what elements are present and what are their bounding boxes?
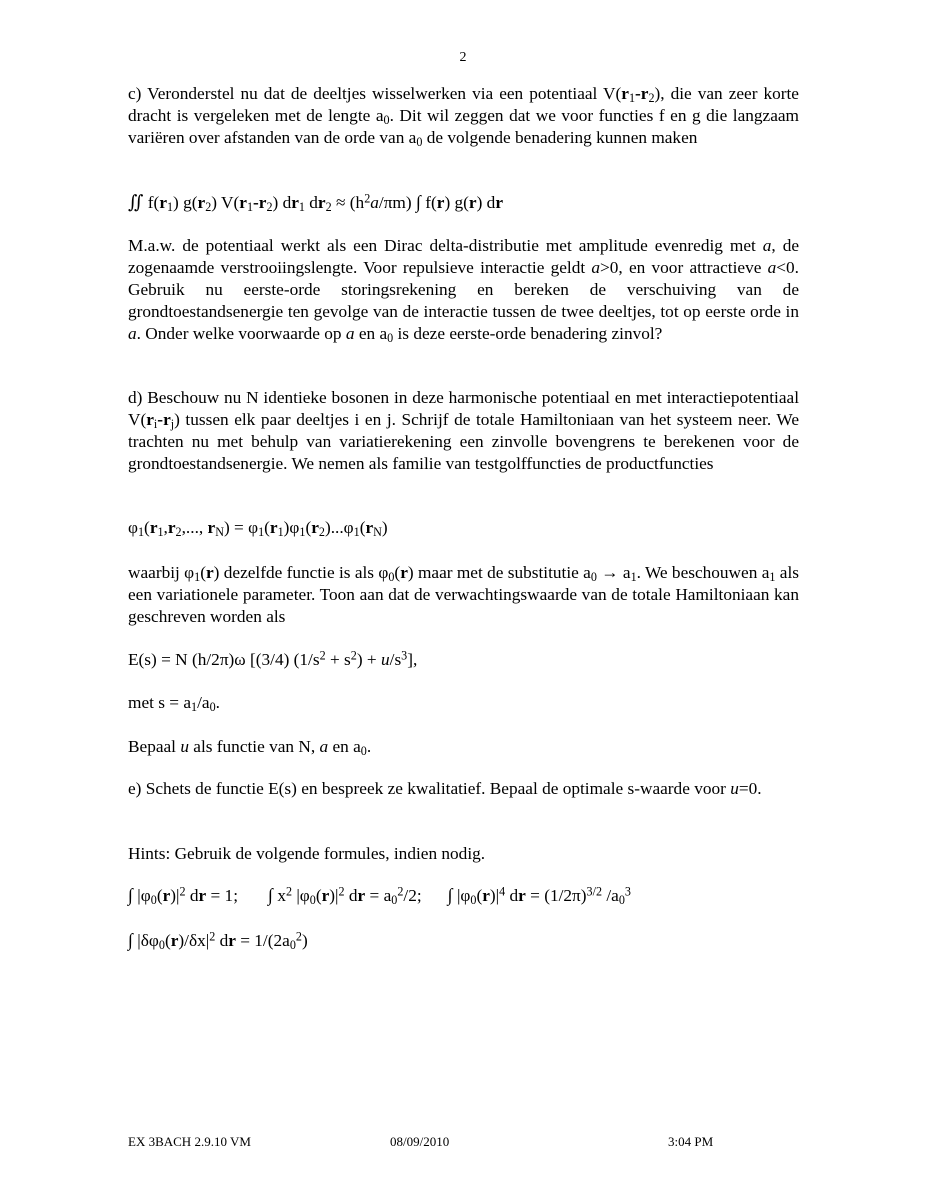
formula-energy-expectation: E(s) = N (h/2π)ω [(3/4) $(1/s^2 + s^2) + u/s^3$], [128,648,418,669]
formula-hint-derivative: ∫ $|\delta\varphi_0(r)/\delta x|^2$ dr = $1/(2a_0^2)$ [128,929,308,953]
paragraph-d: d) Beschouw nu N identieke bosonen in deze harmonische potentiaal en met interactiepotentiaal $V(r_i-r_j)$ tussen elk paar deeltjes i en j. Schrijf de totale Hamiltoniaan van het systeem neer. We trachten nu met behulp van variatierekening een zinvolle bovengrens te berekenen voor de grondtoestandsenergie. We nemen als familie van testgolffuncties de productfuncties [128,388,799,473]
formula-product-function: $\varphi_1(r_1,r_2$,..., $r_N) = \varphi_1(r_1)\varphi_1(r_2)...\varphi_1(r_N)$ [128,518,388,540]
footer-exam-code: EX 3BACH 2.9.10 VM [128,1134,251,1149]
footer-date: 08/09/2010 [390,1134,450,1149]
question-determine-u: Bepaal u als functie van N, a en $a_0$. [128,737,372,759]
paragraph-c: c) Veronderstel nu dat de deeltjes wisselwerken via een potentiaal $V(r_1-r_2)$, die van zeer korte dracht is vergeleken met de lengte $a_0$. Dit wil zeggen dat we voor functies f en g die langzaam variëren over afstanden van de orde van $a_0$ de volgende benadering kunnen maken [128,84,800,150]
paragraph-maw: M.a.w. de potentiaal werkt als een Dirac delta-distributie met amplitude evenredig met a, de zogenaamde verstrooiingslengte. Voor repulsieve interactie geldt a>0, en voor attractieve a<0. Gebruik nu eerste-orde storingsrekening en bereken de verschuiving van de grondtoestandsenergie ten gevolge van de interactie tussen de twee deeltjes, tot op eerste orde in a. Onder welke voorwaarde op a en $a_0$ is deze eerste-orde benadering zinvol? [128,236,800,346]
hints-heading: Hints: Gebruik de volgende formules, indien nodig. [128,844,486,863]
definition-s: met $s = a_1/a_0$. [128,693,220,715]
formula-hint-integrals: ∫ $|\varphi_0(r)|^2$ dr = 1; ∫ $x^2$ $|\varphi_0(r)|^2$ dr = $a_0^2/2$; ∫ $|\varphi_0(r)|^4$ dr = $(1/2\pi)^{3/2}$ $/a_0^3$ [128,884,631,908]
footer-time: 3:04 PM [668,1134,714,1149]
page-number: 2 [459,50,467,65]
paragraph-waarbij: waarbij $\varphi_1(r)$ dezelfde functie is als $\varphi_0(r)$ maar met de substitutie $a_0 \to a_1$. We beschouwen $a_1$ als een variationele parameter. Toon aan dat de verwachtingswaarde van de totale Hamiltoniaan kan geschreven worden als [128,563,799,626]
paragraph-e: e) Schets de functie E(s) en bespreek ze kwalitatief. Bepaal de optimale s-waarde voor u=0. [128,779,762,798]
formula-delta-approximation: ∬ $f(r_1)$ $g(r_2)$ $V(r_1-r_2)$ $dr_1$ $dr_2 \approx (h^2a/\pi m)$ ∫ f(r) g(r) dr [128,191,503,215]
